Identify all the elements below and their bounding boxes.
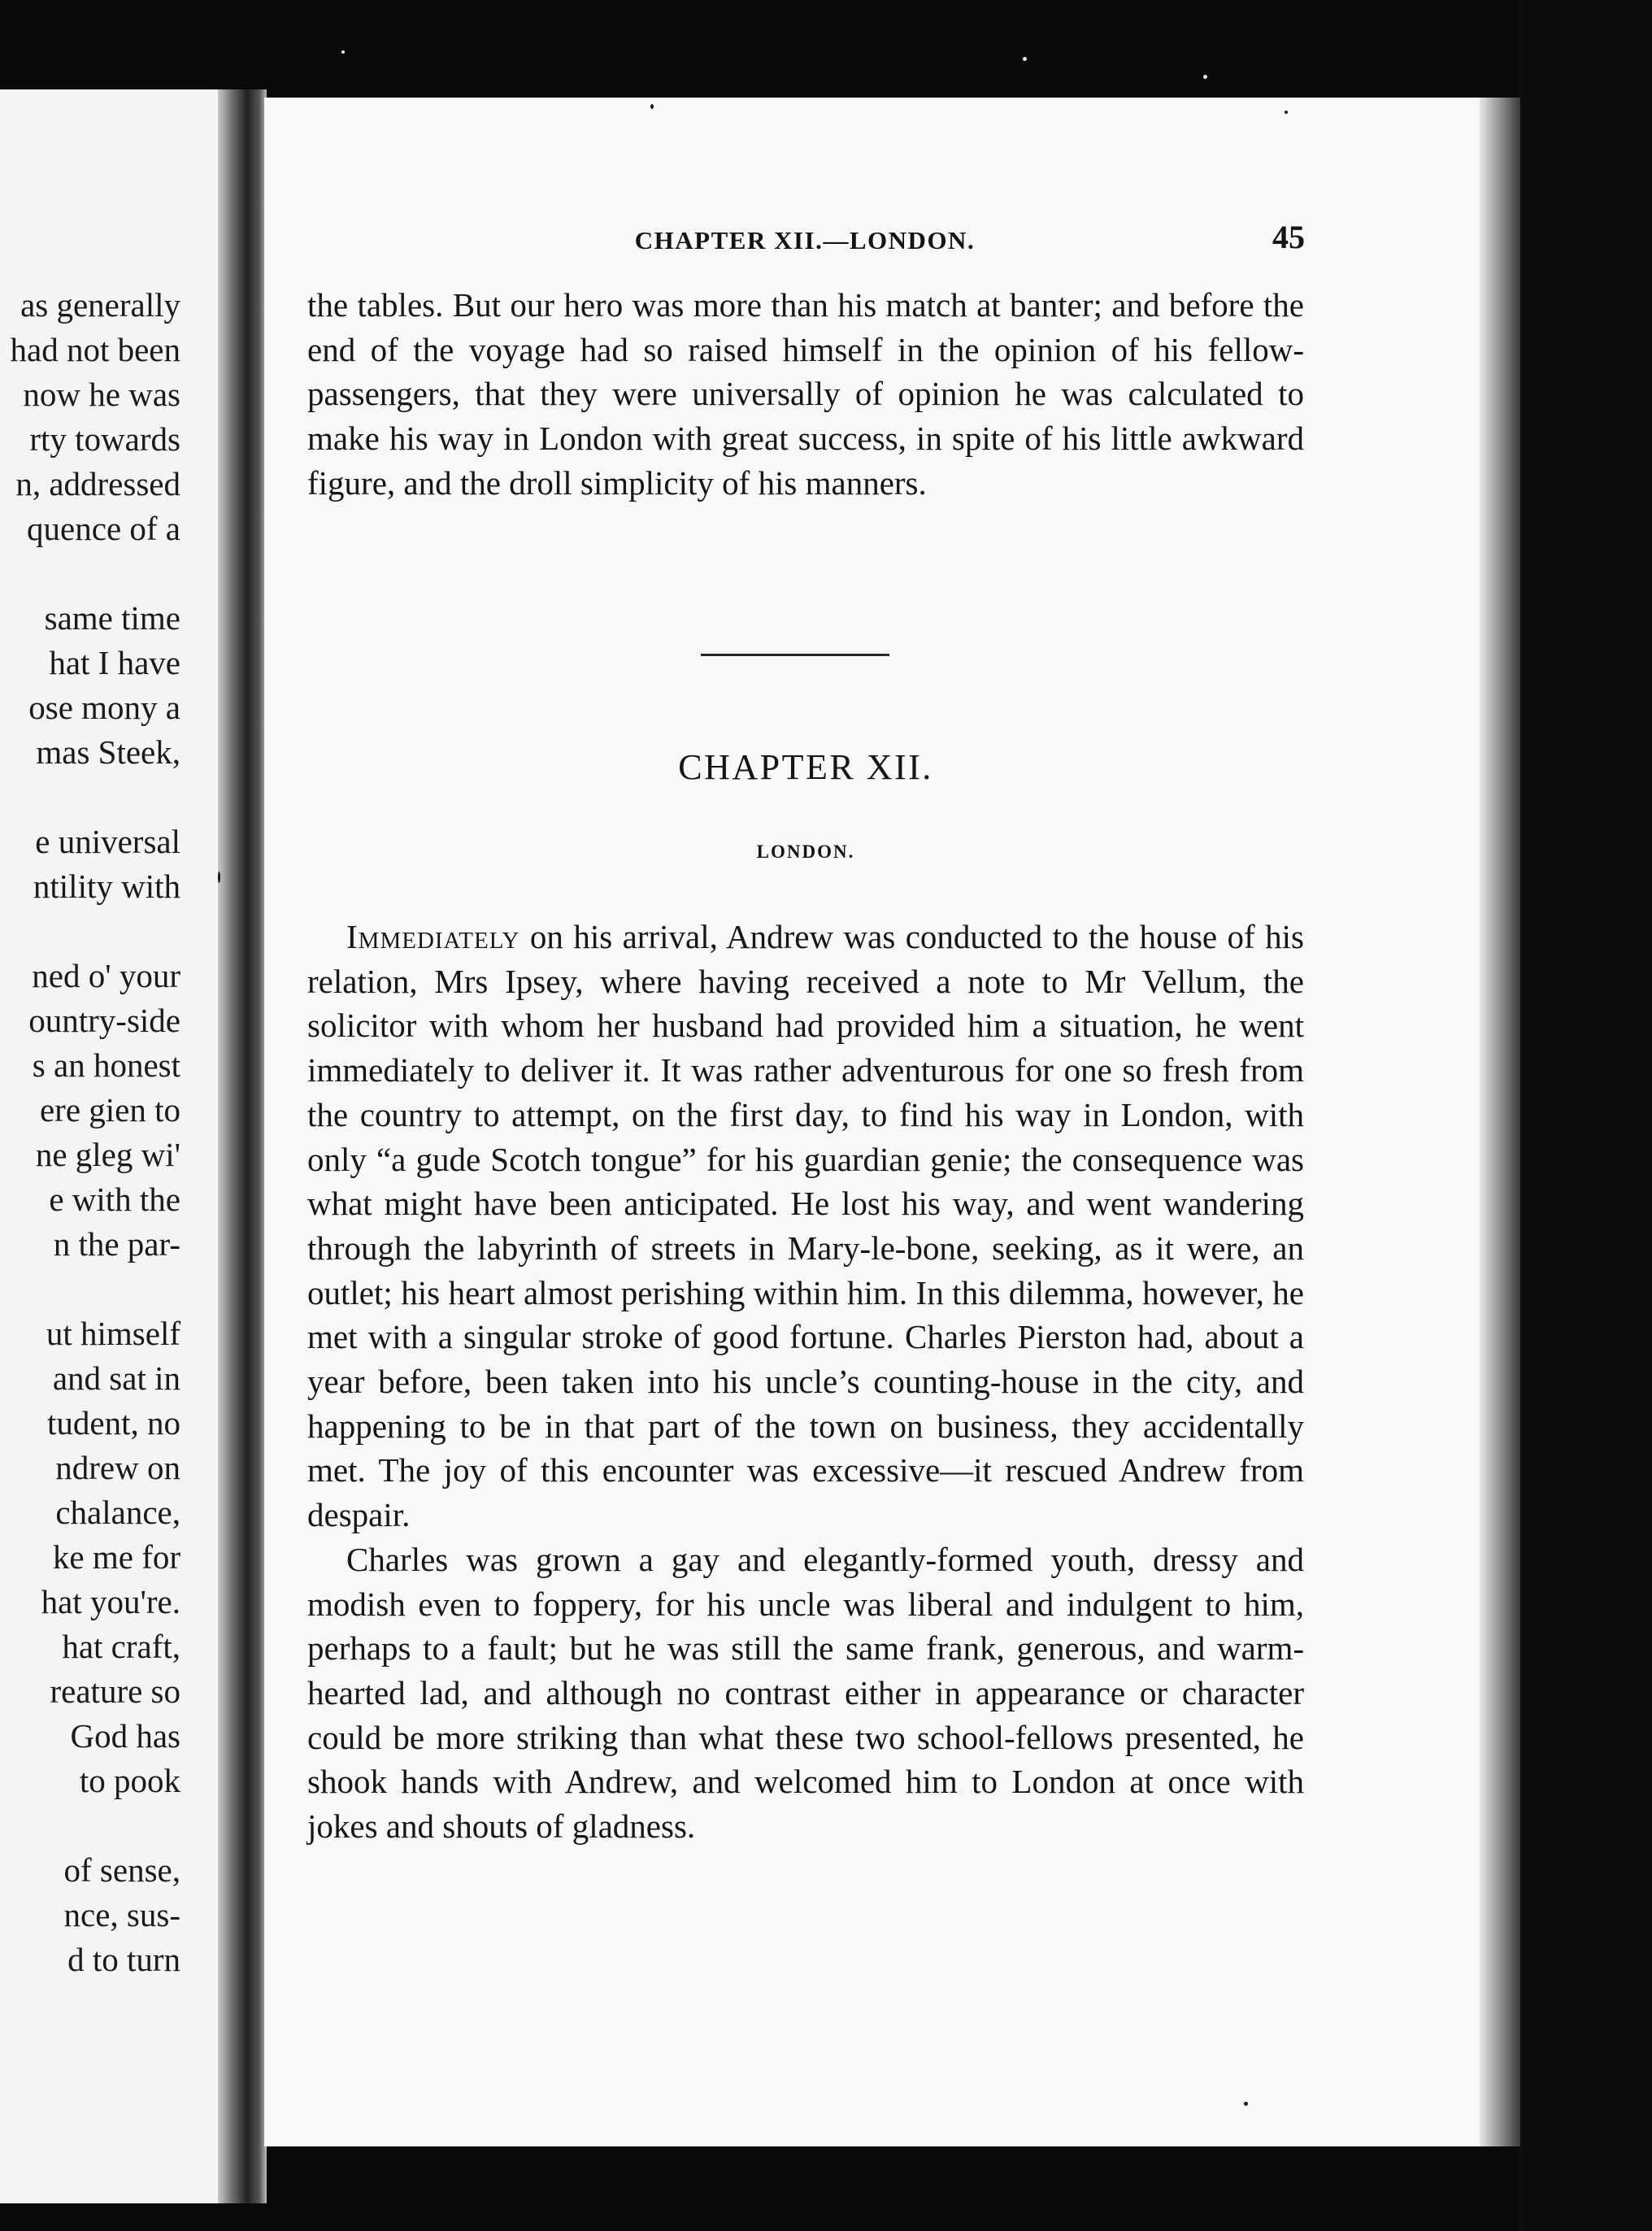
left-page-line: God has	[70, 1717, 180, 1755]
chapter-title: CHAPTER XII.	[678, 747, 933, 787]
scan-speck	[1203, 75, 1207, 79]
scan-speck	[650, 104, 654, 109]
chapter-paragraph-2: Charles was grown a gay and elegantly-formed youth, dressy and modish even to foppery, for his uncle was liberal and indulgent to him, perhaps to a fault; but he was still the same frank, generous, and warm-hearted lad, and although no contrast either in appearance or character could be more striking than what these two school-fellows presented, he shook hands with Andrew, and welcomed him to London at once with jokes and shouts of gladness.	[307, 1540, 1304, 1846]
left-page-line: ndrew on	[55, 1449, 180, 1486]
chapter-body	[307, 915, 1304, 1849]
running-head	[305, 218, 1305, 267]
opening-word: Immediately	[346, 918, 520, 955]
left-page-line: ut himself	[46, 1315, 180, 1352]
scan-speck	[1023, 57, 1027, 61]
left-facing-page	[0, 89, 229, 2203]
left-page-line: same time	[44, 599, 180, 637]
left-page-line: ned o' your	[32, 957, 180, 994]
left-page-line: d to turn	[67, 1941, 180, 1978]
left-page-line: ose mony a	[28, 689, 180, 726]
left-page-line: had not been	[10, 331, 180, 368]
left-page-line: as generally	[20, 286, 180, 324]
left-page-line: hat craft,	[62, 1628, 180, 1665]
left-page-line: ere gien to	[39, 1091, 180, 1129]
left-page-line: quence of a	[27, 510, 180, 547]
left-page-line: now he was	[23, 376, 180, 413]
left-page-line: of sense,	[63, 1851, 180, 1889]
left-page-line: nce, sus-	[63, 1896, 180, 1933]
continued-paragraph-text: the tables. But our hero was more than his match at banter; and before the end of the voyage had so raised himself in the opinion of his fellow-passengers, that they were universally of opinion he was calculated to make his way in London with great success, in spite of his little awkward figure, and the droll simplicity of his manners.	[307, 286, 1304, 502]
running-head-title: CHAPTER XII.—LONDON.	[634, 226, 976, 254]
left-page-line: hat I have	[49, 644, 180, 681]
scan-speck	[1244, 2102, 1248, 2106]
left-page-line: ne gleg wi'	[35, 1136, 180, 1173]
left-page-line: ntility with	[33, 868, 180, 905]
left-page-line: reature so	[50, 1672, 180, 1710]
left-page-gap	[0, 775, 180, 820]
left-page-line: ountry-side	[28, 1002, 180, 1039]
left-page-line: to pook	[79, 1762, 180, 1799]
page-number: 45	[1272, 219, 1305, 255]
left-page-line: e universal	[35, 823, 180, 860]
left-page-gap	[0, 909, 180, 954]
left-page-line: mas Steek,	[36, 733, 180, 771]
left-page-line: rty towards	[29, 420, 180, 458]
left-page-line: chalance,	[55, 1494, 180, 1531]
left-page-line: hat you're.	[41, 1583, 180, 1620]
section-divider	[701, 654, 889, 656]
left-page-gap	[0, 551, 180, 596]
chapter-paragraph-1-text: on his arrival, Andrew was conducted to the house of his relation, Mrs Ipsey, where having received a note to Mr Vellum, the solicitor with whom her husband had provided him a situation, he went immediately to deliver it. It was rather adventurous for one so fresh from the country to attempt, on the first day, to find his way in London, with only “a gude Scotch tongue” for his guardian genie; the consequence was what might have been anticipated. He lost his way, and went wandering through the labyrinth of streets in Mary-le-bone, seeking, as it were, an outlet; his heart almost perishing within him. In this dilemma, however, he met with a singular stroke of good fortune. Charles Pierston had, about a year before, been taken into his uncle’s counting-house in the city, and happening to be in that part of the town on business, they accidentally met. The joy of this encounter was excessive—it rescued Andrew from despair.	[307, 918, 1304, 1534]
left-page-line: n, addressed	[15, 465, 180, 502]
scan-speck	[341, 50, 345, 54]
left-page-gap	[0, 1267, 180, 1311]
continued-paragraph	[307, 283, 1304, 506]
book-gutter	[218, 89, 267, 2203]
left-page-line: e with the	[49, 1181, 180, 1218]
scan-speck	[1285, 111, 1288, 114]
left-page-line: n the par-	[53, 1225, 180, 1263]
scan-border	[1520, 0, 1652, 2231]
left-page-line: ke me for	[52, 1538, 180, 1576]
left-page-text	[0, 283, 180, 1982]
left-page-line: tudent, no	[47, 1404, 180, 1442]
left-page-gap	[0, 1803, 180, 1848]
left-page-line: s an honest	[32, 1046, 180, 1084]
chapter-subtitle: LONDON.	[756, 842, 855, 862]
scan-speck	[218, 872, 220, 883]
page-edge-shadow	[1480, 98, 1520, 2146]
chapter-paragraph-1	[307, 915, 1304, 1537]
left-page-line: and sat in	[52, 1359, 180, 1397]
